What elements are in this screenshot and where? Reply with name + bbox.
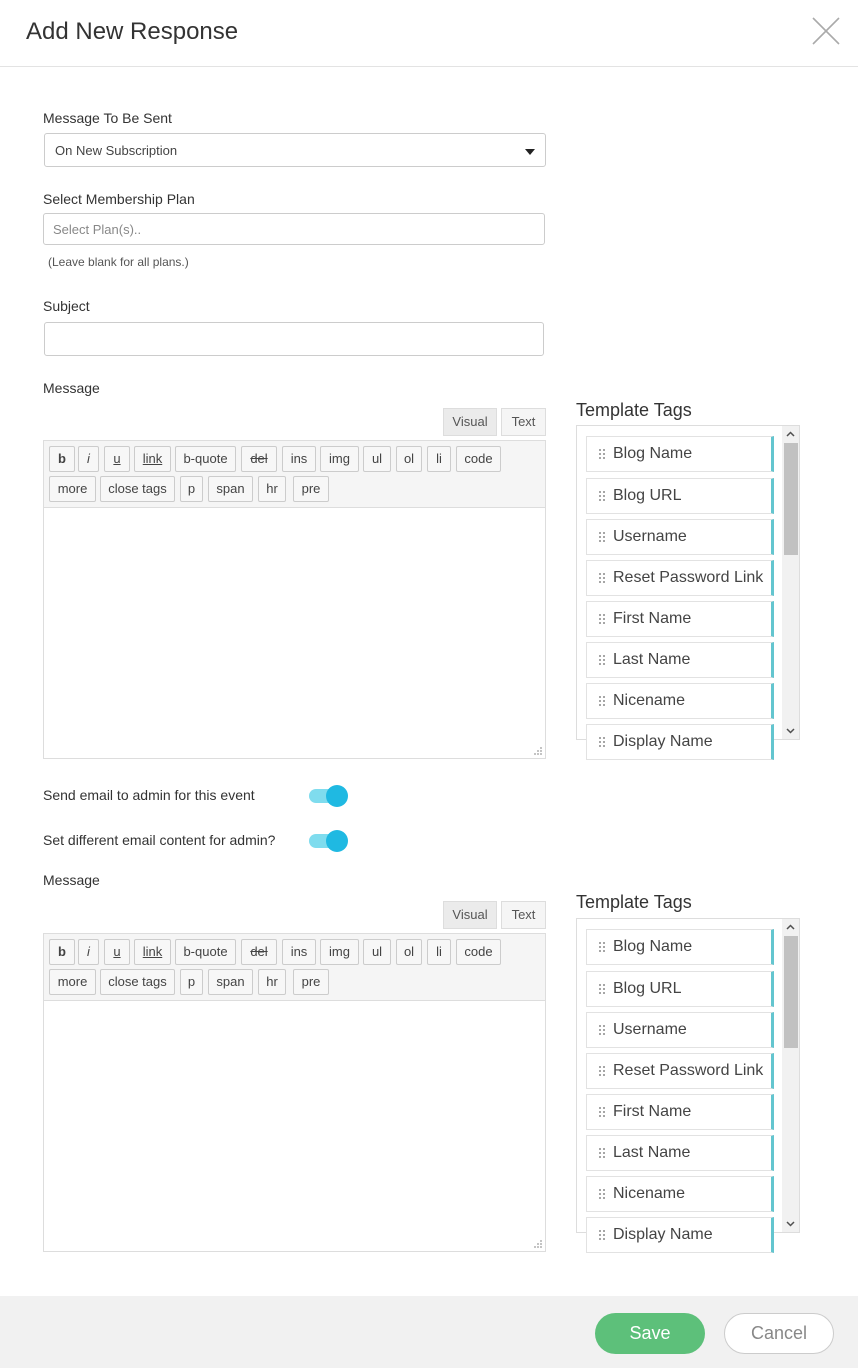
quicktag-label: p [187,974,196,989]
template-tag-label: Blog Name [613,938,693,955]
drag-handle-icon [598,1065,606,1077]
quicktag-hr-button[interactable] [258,969,286,995]
message-to-be-sent-select[interactable] [44,133,546,167]
resize-grip-icon [533,746,543,756]
template-tag-label: Username [613,1021,687,1038]
template-tag-label: Username [613,528,687,545]
template-tag-item[interactable] [586,1217,774,1253]
quicktag-label: del [250,451,268,466]
quicktag-label: img [329,944,350,959]
scrollbar-thumb[interactable] [784,936,798,1048]
quicktag-ol-button[interactable] [396,939,422,965]
message-to-be-sent-label: Message To Be Sent [43,110,172,126]
template-tag-item[interactable] [586,1176,774,1212]
message-label: Message [43,380,100,396]
quicktag-link-button[interactable] [134,446,171,472]
drag-handle-icon [598,1188,606,1200]
admin-template-tags-list[interactable] [576,918,800,1243]
send-admin-toggle[interactable] [309,784,349,808]
scroll-down-icon [786,1219,795,1228]
drag-handle-icon [598,736,606,748]
drag-handle-icon [598,1024,606,1036]
different-admin-toggle[interactable] [309,829,349,853]
quicktag-span-button[interactable] [208,476,253,502]
scroll-down-icon [786,726,795,735]
editor-toolbar [43,440,546,508]
template-tag-item[interactable] [586,642,774,678]
admin-editor-toolbar [43,933,546,1001]
quicktag-more-button[interactable] [49,969,96,995]
save-button[interactable]: Save [595,1313,705,1354]
quicktag-b-quote-button[interactable] [175,446,236,472]
quicktag-close-tags-button[interactable] [100,476,175,502]
subject-label: Subject [43,298,90,314]
quicktag-label: i [87,451,90,466]
quicktag-ul-button[interactable] [363,939,391,965]
template-tag-item[interactable] [586,1053,774,1089]
tab-visual[interactable]: Visual [443,901,497,929]
quicktag-code-button[interactable] [456,446,501,472]
resize-grip-icon [533,1239,543,1249]
template-tag-label: Last Name [613,651,691,668]
quicktag-ins-button[interactable] [282,939,316,965]
quicktag-label: more [57,974,88,989]
template-tags-title: Template Tags [576,400,692,420]
drag-handle-icon [598,531,606,543]
quicktag-label: code [464,944,493,959]
template-tag-label: Last Name [613,1144,691,1161]
quicktag-label: hr [266,974,278,989]
quicktag-label: u [113,451,121,466]
quicktag-more-button[interactable] [49,476,96,502]
quicktag-li-button[interactable] [427,939,451,965]
template-tag-item[interactable] [586,929,774,965]
template-tag-item[interactable] [586,601,774,637]
quicktag-label: close tags [108,974,167,989]
subject-input[interactable] [44,322,544,356]
quicktag-b-quote-button[interactable] [175,939,236,965]
template-tag-label: Blog URL [613,980,682,997]
quicktag-label: link [142,451,163,466]
quicktag-code-button[interactable] [456,939,501,965]
quicktag-label: li [436,451,442,466]
admin-message-editor[interactable] [43,1001,546,1252]
dialog-header [0,0,858,67]
template-tag-item[interactable] [586,1012,774,1048]
drag-handle-icon [598,613,606,625]
template-tag-label: Display Name [613,1226,713,1243]
template-tag-item[interactable] [586,1094,774,1130]
quicktag-i-button[interactable] [78,939,99,965]
quicktag-ol-button[interactable] [396,446,422,472]
drag-handle-icon [598,695,606,707]
drag-handle-icon [598,941,606,953]
template-tag-item[interactable] [586,1135,774,1171]
quicktag-label: img [329,451,350,466]
template-tag-label: Nicename [613,1185,686,1202]
quicktag-label: i [87,944,90,959]
message-to-be-sent-value: On New Subscription [55,143,178,158]
drag-handle-icon [598,654,606,666]
quicktag-label: ins [290,451,308,466]
close-button[interactable] [812,17,840,45]
template-tag-label: First Name [613,1103,692,1120]
quicktag-ins-button[interactable] [282,446,316,472]
message-editor[interactable] [43,508,546,759]
drag-handle-icon [598,1229,606,1241]
tab-visual[interactable]: Visual [443,408,497,436]
quicktag-img-button[interactable] [320,939,359,965]
quicktag-span-button[interactable] [208,969,253,995]
template-tag-label: Blog Name [613,445,693,462]
membership-plan-hint: (Leave blank for all plans.) [48,255,189,269]
quicktag-label: u [113,944,121,959]
quicktag-label: link [142,944,163,959]
quicktag-label: ul [371,944,383,959]
template-tag-label: Blog URL [613,487,682,504]
template-tag-label: First Name [613,610,692,627]
quicktag-del-button[interactable] [241,939,277,965]
quicktag-label: b-quote [183,944,228,959]
template-tag-item[interactable] [586,971,774,1007]
drag-handle-icon [598,1106,606,1118]
quicktag-label: code [464,451,493,466]
different-admin-label: Set different email content for admin? [43,832,276,848]
quicktag-i-button[interactable] [78,446,99,472]
scrollbar-thumb[interactable] [784,443,798,555]
quicktag-label: more [57,481,88,496]
template-tag-label: Reset Password Link [613,569,764,586]
template-tag-label: Display Name [613,733,713,750]
drag-handle-icon [598,448,606,460]
quicktag-label: hr [266,481,278,496]
scrollbar[interactable] [782,919,799,1232]
drag-handle-icon [598,490,606,502]
quicktag-label: b [58,944,66,959]
quicktag-pre-button[interactable] [293,476,329,502]
quicktag-label: ins [290,944,308,959]
template-tag-item[interactable] [586,436,774,472]
quicktag-label: del [250,944,268,959]
quicktag-p-button[interactable] [180,969,203,995]
membership-plan-label: Select Membership Plan [43,191,195,207]
template-tag-item[interactable] [586,724,774,760]
scroll-up-icon [786,923,795,932]
quicktag-u-button[interactable] [104,446,130,472]
template-tags-list[interactable] [576,425,800,750]
close-icon [812,17,840,45]
toggle-knob [326,830,348,852]
quicktag-label: li [436,944,442,959]
quicktag-label: ul [371,451,383,466]
quicktag-label: b [58,451,66,466]
quicktag-label: p [187,481,196,496]
caret-down-icon [525,149,535,155]
quicktag-hr-button[interactable] [258,476,286,502]
quicktag-ul-button[interactable] [363,446,391,472]
quicktag-close-tags-button[interactable] [100,969,175,995]
quicktag-b-button[interactable] [49,446,75,472]
cancel-button[interactable]: Cancel [724,1313,834,1354]
template-tag-item[interactable] [586,478,774,514]
drag-handle-icon [598,1147,606,1159]
quicktag-label: span [216,481,245,496]
quicktag-b-button[interactable] [49,939,75,965]
scroll-up-icon [786,430,795,439]
quicktag-label: span [216,974,245,989]
quicktag-p-button[interactable] [180,476,203,502]
tab-text[interactable]: Text [501,408,546,436]
quicktag-li-button[interactable] [427,446,451,472]
quicktag-img-button[interactable] [320,446,359,472]
quicktag-label: pre [301,481,321,496]
quicktag-u-button[interactable] [104,939,130,965]
toggle-knob [326,785,348,807]
membership-plan-input[interactable] [43,213,545,245]
quicktag-label: ol [403,451,415,466]
quicktag-label: pre [301,974,321,989]
quicktag-label: ol [403,944,415,959]
template-tag-item[interactable] [586,683,774,719]
send-admin-label: Send email to admin for this event [43,787,255,803]
quicktag-link-button[interactable] [134,939,171,965]
quicktag-label: close tags [108,481,167,496]
drag-handle-icon [598,572,606,584]
quicktag-del-button[interactable] [241,446,277,472]
drag-handle-icon [598,983,606,995]
tab-text[interactable]: Text [501,901,546,929]
template-tag-label: Reset Password Link [613,1062,764,1079]
admin-template-tags-title: Template Tags [576,892,692,912]
template-tag-item[interactable] [586,519,774,555]
dialog-title: Add New Response [26,18,239,45]
template-tag-label: Nicename [613,692,686,709]
admin-message-label: Message [43,872,100,888]
quicktag-pre-button[interactable] [293,969,329,995]
template-tag-item[interactable] [586,560,774,596]
scrollbar[interactable] [782,426,799,739]
quicktag-label: b-quote [183,451,228,466]
